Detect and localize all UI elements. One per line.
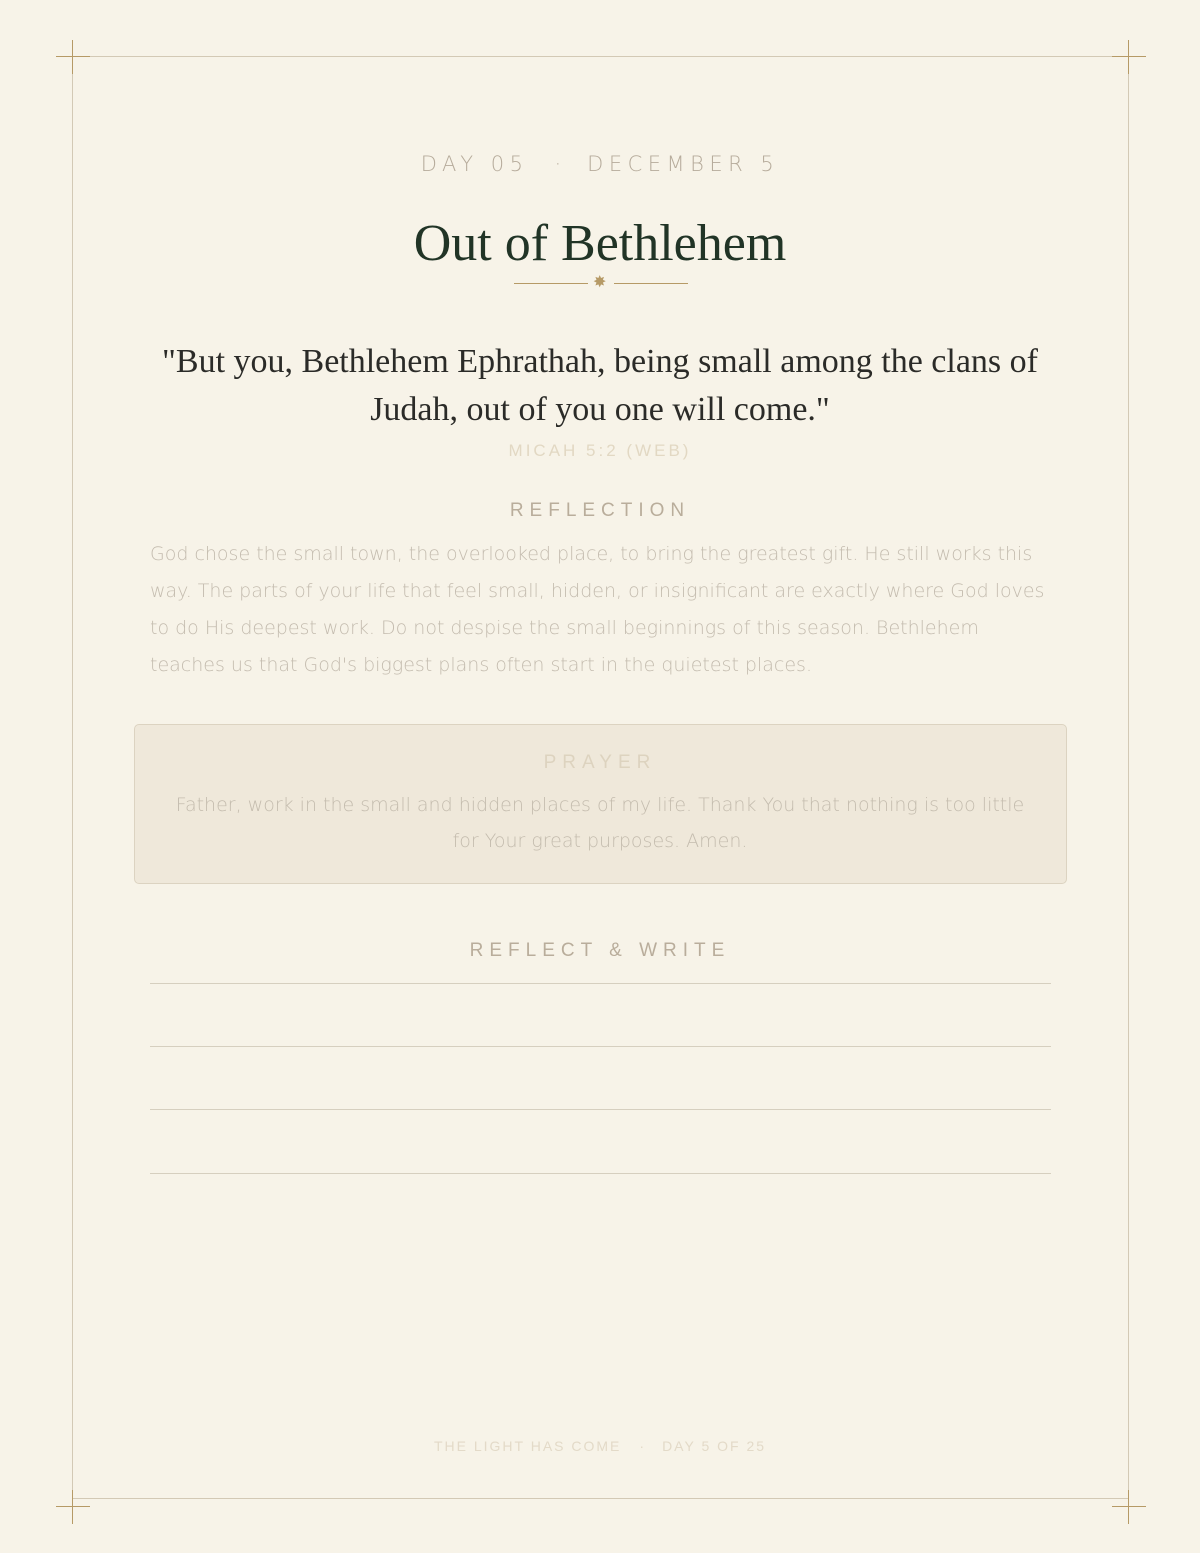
journal-line[interactable]: [150, 1109, 1051, 1110]
corner-cross-bottom-left: [56, 1490, 90, 1524]
journal-line[interactable]: [150, 1046, 1051, 1047]
reflection-heading: REFLECTION: [509, 500, 691, 521]
title-ornament: [514, 275, 688, 293]
prayer-heading: PRAYER: [543, 752, 657, 773]
book-title: THE LIGHT HAS COME: [433, 1438, 622, 1454]
journal-heading: REFLECT & WRITE: [469, 940, 731, 961]
dateline: [0, 152, 1200, 176]
scripture-reference: MICAH 5:2 (WEB): [508, 441, 692, 460]
date: DECEMBER 5: [587, 152, 780, 176]
page-progress: DAY 5 OF 25: [662, 1438, 767, 1454]
dateline-separator: ·: [554, 152, 562, 176]
footer-separator: ·: [639, 1438, 645, 1454]
corner-cross-top-left: [56, 40, 90, 74]
ornament-line-left: [514, 283, 588, 284]
page-title: Out of Bethlehem: [413, 215, 787, 272]
footer: [0, 1438, 1200, 1454]
reflection-text: God chose the small town, the overlooked place, to bring the greatest gift. He still works this way. The parts of your life that feel small, hidden, or insignificant are exactly where God loves to do His deepest work. Do not despise the small beginnings of this season. Bethlehem teaches us that God's biggest plans often start in the quietest places.: [150, 543, 1045, 676]
corner-cross-bottom-right: [1112, 1490, 1146, 1524]
journal-line[interactable]: [150, 1173, 1051, 1174]
ornament-line-right: [614, 283, 688, 284]
journal-line[interactable]: [150, 983, 1051, 984]
prayer-text: Father, work in the small and hidden places of my life. Thank You that nothing is too little for Your great purposes. Amen.: [175, 794, 1025, 852]
corner-cross-top-right: [1112, 40, 1146, 74]
star-icon: ✸: [593, 274, 607, 291]
scripture-verse: "But you, Bethlehem Ephrathah, being small among the clans of Judah, out of you one will come.": [162, 343, 1038, 428]
day-number: DAY 05: [420, 152, 529, 176]
